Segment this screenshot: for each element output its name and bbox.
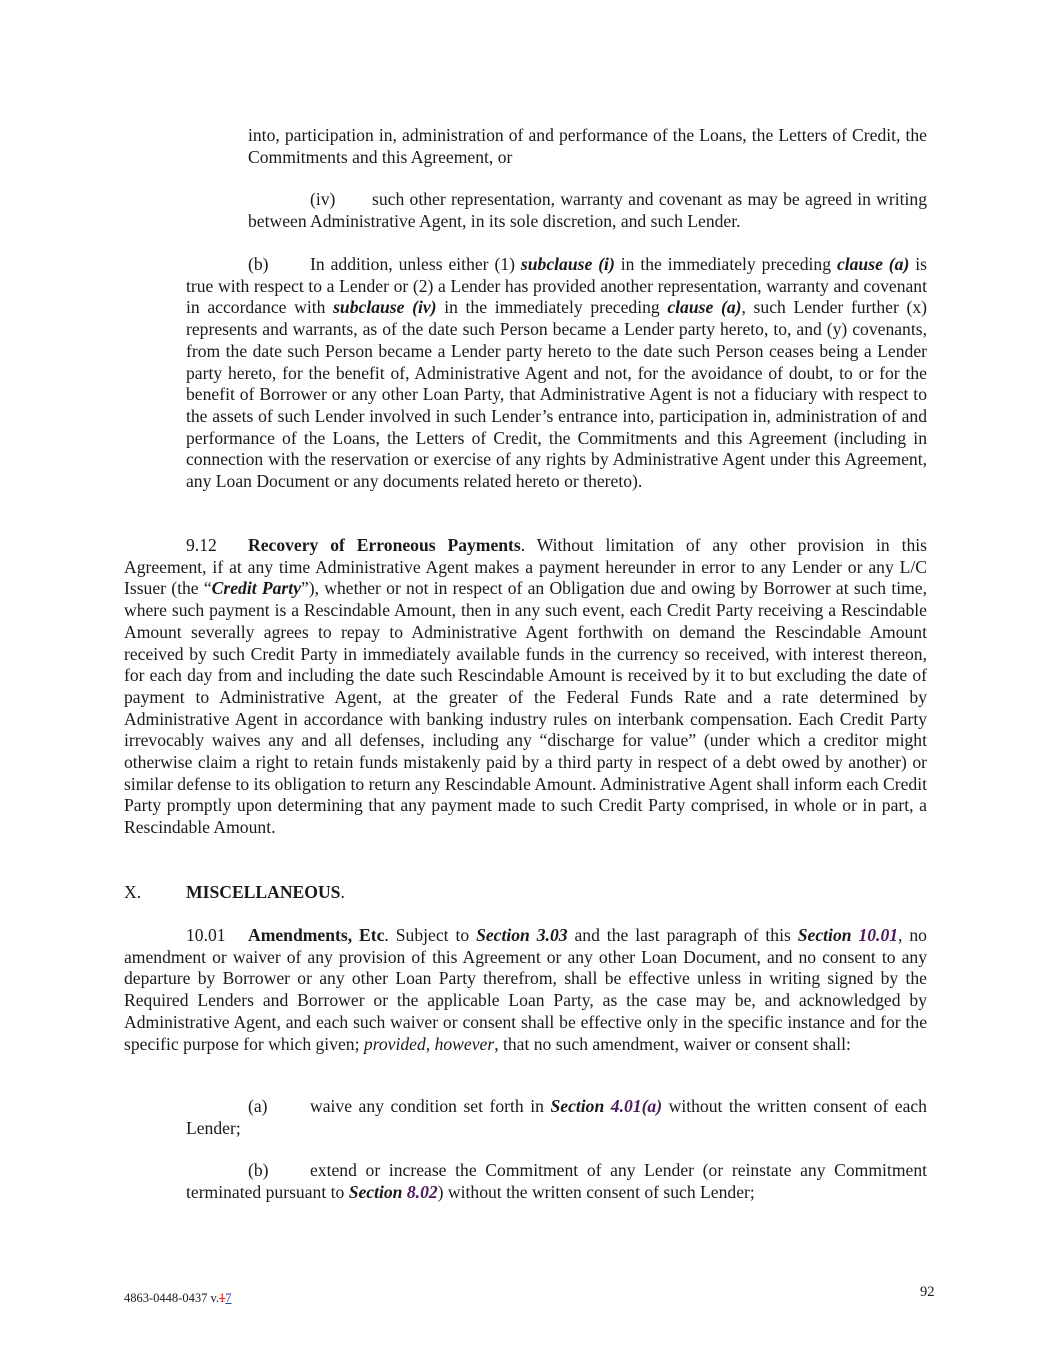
cross-reference: subclause (i)	[520, 254, 615, 274]
paragraph-text	[186, 254, 927, 493]
cross-reference-word: Section	[476, 925, 537, 945]
clause-label: (b)	[248, 1160, 269, 1180]
text-run: , no amendment or waiver of any provision of this Agreement or any other Loan Document, and no consent to any departure by Borrower or any other Loan Party therefrom, shall be effective unless in writing signed by the Required Lenders and Borrower or the applicable Loan Party, as the case may be, and acknowledged by Administrative Agent, and each such waiver or consent shall be effective only in the specific instance and for the specific purpose for which given;	[124, 925, 927, 1054]
document-id-text: 4863-0448-0437 v.	[124, 1291, 220, 1305]
text-run: , that no such amendment, waiver or consent shall:	[494, 1033, 851, 1054]
cross-reference-word: Section	[348, 1181, 407, 1202]
version-deleted: 1	[219, 1291, 226, 1305]
clause-text: such other representation, warranty and covenant as may be agreed in writing between Administrative Agent, in its sole discretion, and such Lender.	[248, 189, 927, 231]
indent-spacer	[248, 204, 310, 205]
section-heading: Recovery of Erroneous Payments	[248, 535, 521, 555]
paragraph-text	[124, 925, 927, 1055]
section-10-01	[124, 925, 927, 1055]
text-run: In addition, unless either (1)	[310, 254, 521, 274]
clause-label: (a)	[248, 1096, 268, 1116]
text-run: .	[340, 882, 345, 902]
text-run: ) without the written consent of such Lender;	[437, 1181, 755, 1202]
text-run: without the written consent of each Lender;	[186, 1096, 927, 1138]
cross-reference: clause (a)	[667, 297, 742, 318]
text-run: and the last paragraph of this	[567, 925, 798, 945]
paragraph-text: into, participation in, administration of and performance of the Loans, the Letters of Credit, the Commitments and this Agreement, or	[248, 125, 927, 167]
section-number: 9.12	[186, 535, 217, 555]
indent-spacer	[124, 940, 186, 941]
paragraph-text	[186, 1096, 927, 1139]
article-title: MISCELLANEOUS	[186, 882, 341, 902]
paragraph-iv	[248, 189, 927, 232]
text-run: in the immediately preceding	[614, 254, 837, 274]
clause-label: (iv)	[310, 189, 336, 209]
section-heading: Amendments, Etc	[248, 925, 385, 945]
text-run: , such Lender further (x) represents and warrants, as of the date such Person became a Lender party hereto, to, and (y) covenants, from the date such Person became a Lender party hereto to the date such Person ceases being a Lender party hereto, for the benefit of, Administrative Agent and not, for the avoidance of doubt, to or for the benefit of Borrower or any other Loan Party, that Administrative Agent is not a fiduciary with respect to the assets of such Lender involved in such Lender’s entrance into, participation in, administration of and performance of the Loans, the Letters of Credit, the Commitments and this Agreement (including in connection with the reservation or exercise of any rights by Administrative Agent under this Agreement, any Loan Document or any documents related hereto or thereto).	[186, 297, 927, 492]
text-run: . Subject to	[384, 925, 477, 945]
paragraph-b	[186, 254, 927, 493]
cross-reference[interactable]: 3.03	[536, 925, 568, 945]
document-id	[124, 1291, 232, 1306]
proviso: provided, however	[363, 1033, 495, 1054]
indent-spacer	[186, 269, 248, 270]
cross-reference-link[interactable]: 4.01(a)	[610, 1096, 663, 1116]
article-heading	[124, 882, 927, 904]
clause-b	[186, 1160, 927, 1203]
indent-spacer	[124, 550, 186, 551]
cross-reference: subclause (iv)	[333, 297, 437, 318]
paragraph-continuation	[248, 125, 927, 168]
version-inserted: 7	[225, 1291, 232, 1305]
cross-reference-link[interactable]: 10.01	[858, 925, 899, 945]
text-run: in the immediately preceding	[436, 297, 668, 318]
paragraph-text	[124, 535, 927, 839]
text-run: waive any condition set forth in	[310, 1096, 551, 1116]
clause-a	[186, 1096, 927, 1139]
text-run: extend or increase the Commitment of any Lender (or reinstate any Commitment terminated pursuant to	[186, 1160, 927, 1202]
article-number: X.	[124, 882, 142, 902]
page-number: 92	[920, 1284, 935, 1300]
clause-label: (b)	[248, 254, 269, 274]
cross-reference-word: Section	[797, 925, 859, 945]
section-9-12	[124, 535, 927, 839]
paragraph-text	[186, 1160, 927, 1203]
text-run: ”), whether or not in respect of an Obligation due and owing by Borrower at such time, where such payment is a Rescindable Amount, then in any such event, each Credit Party receiving a Rescindable Amount severally agrees to repay to Administrative Agent forthwith on demand the Rescindable Amount received by such Credit Party in immediately available funds in the currency so received, with interest thereon, for each day from and including the date such Rescindable Amount is received by it to but excluding the date of payment to Administrative Agent, at the greater of the Federal Funds Rate and a rate determined by Administrative Agent in accordance with banking industry rules on interbank compensation. Each Credit Party irrevocably waives any and all defenses, including any “discharge for value” (under which a creditor might otherwise claim a right to retain funds mistakenly paid by a third party in respect of a debt owed by another) or similar defense to its obligation to return any Rescindable Amount. Administrative Agent shall inform each Credit Party promptly upon determining that any payment made to such Credit Party comprised, in whole or in part, a Rescindable Amount.	[124, 578, 928, 838]
article-x-heading	[124, 882, 927, 904]
cross-reference-word: Section	[550, 1096, 611, 1116]
indent-spacer	[186, 1175, 248, 1176]
cross-reference: clause (a)	[836, 254, 910, 274]
defined-term: Credit Party	[211, 578, 301, 599]
text-run: is true with respect to a Lender or (2) a Lender has provided another representation, warranty and covenant in accordance with	[186, 254, 927, 318]
section-number: 10.01	[186, 925, 226, 945]
text-run: . Without limitation of any other provision in this Agreement, if at any time Administrative Agent makes a payment hereunder in error to any Lender or any L/C Issuer (the “	[124, 535, 927, 599]
indent-spacer	[186, 1111, 248, 1112]
cross-reference-link[interactable]: 8.02	[406, 1181, 438, 1202]
paragraph-text	[248, 189, 927, 232]
